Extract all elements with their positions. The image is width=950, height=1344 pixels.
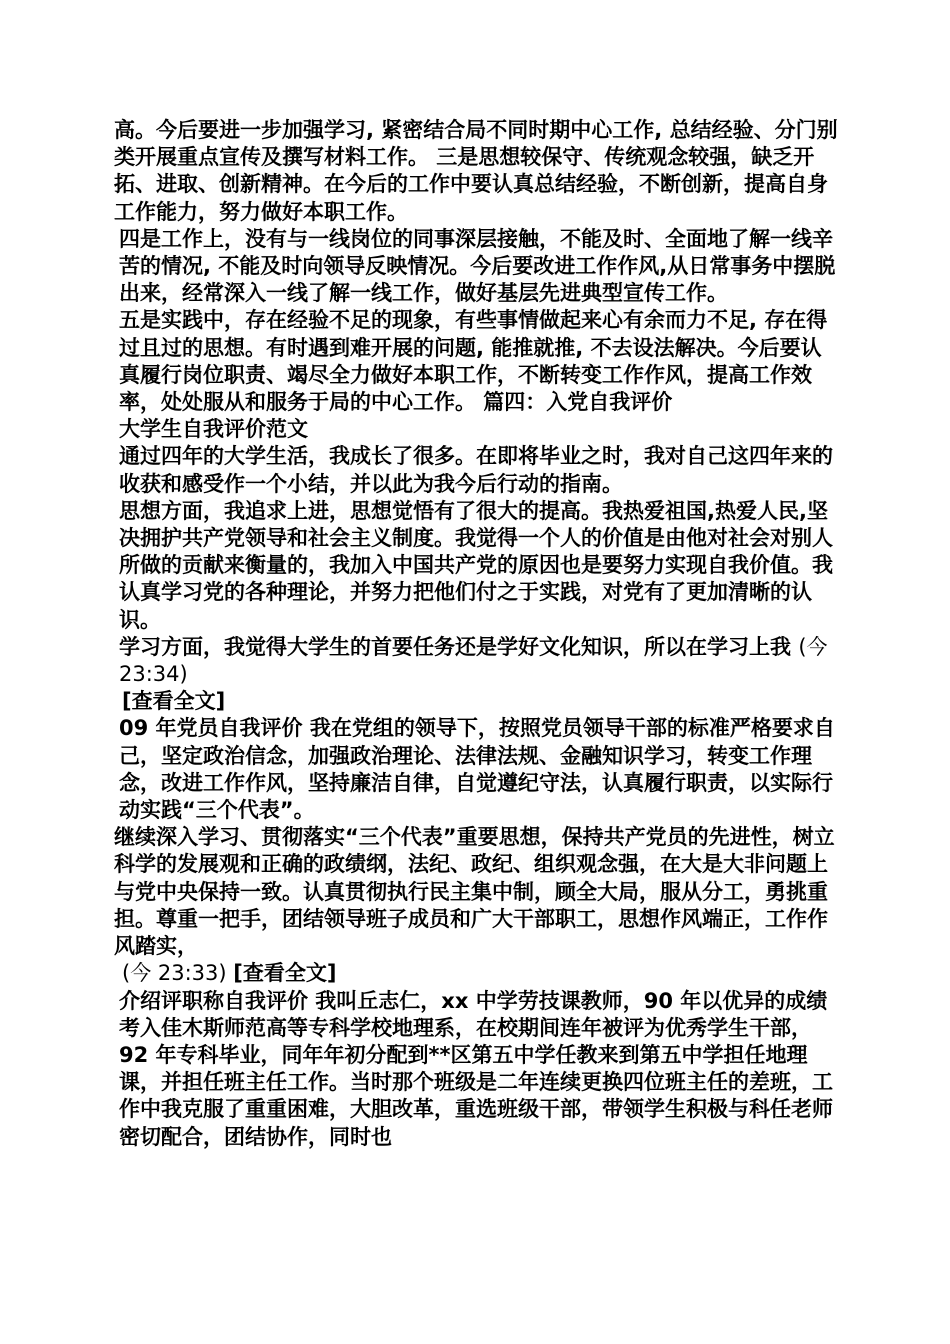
paragraph-party-evaluation: 09 年党员自我评价 我在党组的领导下，按照党员领导干部的标准严格要求自己，坚定政治信念，加强政治理论、法律法规、金融知识学习，转变工作理念，改进工作作风，坚持廉洁自律，自觉遵纪守法，认真履行职责，以实际行动实践“三个代表”。: [119, 716, 835, 823]
paragraph-intro: 通过四年的大学生活，我成长了很多。在即将毕业之时，我对自己这四年来的收获和感受作一个小结，并以此为我今后行动的指南。: [119, 444, 833, 496]
paragraph-self-critique-3: 高。今后要进一步加强学习, 紧密结合局不同时期中心工作, 总结经验、分门别类开展重点宣传及撰写材料工作。 三是思想较保守、传统观念较强，缺乏开拓、进取、创新精神。在今后的工作中要认真总结经验，不断创新，提高自身工作能力，努力做好本职工作。: [114, 118, 838, 224]
paragraph-link: [114, 688, 838, 715]
paragraph-continue-study: 继续深入学习、贯彻落实“三个代表”重要思想，保持共产党员的先进性，树立科学的发展观和正确的政绩纲，法纪、政纪、组织观念强，在大是大非问题上与党中央保持一致。认真贯彻执行民主集中制，顾全大局，服从分工，勇挑重担。尊重一把手，团结领导班子成员和广大干部职工，思想作风端正，工作作风踏实，: [114, 825, 835, 959]
paragraph-title-evaluation: 介绍评职称自我评价 我叫丘志仁，xx 中学劳技课教师，90 年以优异的成绩考入佳木斯师范高等专科学校地理系，在校期间连年被评为优秀学生干部，92 年专科毕业，同年年初分配到**区第五中学任教来到第五中学担任地理课，并担任班主任工作。当时那个班级是二年连续更换四位班主任的差班，工作中我克服了重重困难，大胆改革，重选班级干部，带领学生积极与科任老师密切配合，团结协作，同时也: [119, 988, 833, 1149]
study-text: 学习方面，我觉得大学生的首要任务还是学好文化知识，所以在学习上我: [119, 634, 799, 659]
timestamp: (今 23:33): [122, 961, 234, 986]
document-body: [114, 117, 838, 1151]
paragraph-self-critique-5: 五是实践中，存在经验不足的现象，有些事情做起来心有余而力不足, 存在得过且过的思想。有时遇到难开展的问题, 能推就推, 不去设法解决。今后要认真履行岗位职责、竭尽全力做好本职工作，不断转变工作作风，提高工作效率，处处服从和服务于局的中心工作。 篇四：入党自我评价: [119, 308, 828, 415]
paragraph-timestamp-link: [114, 960, 838, 987]
section-heading: 大学生自我评价范文: [119, 417, 308, 442]
timestamp: (今 23:34): [119, 634, 828, 687]
view-full-text-link[interactable]: [查看全文]: [122, 689, 226, 714]
paragraph-thought: 思想方面，我追求上进，思想觉悟有了很大的提高。我热爱祖国,热爱人民,坚决拥护共产党领导和社会主义制度。我觉得一个人的价值是由他对社会对别人所做的贡献来衡量的，我加入中国共产党的原因也是要努力实现自我价值。我认真学习党的各种理论，并努力把他们付之于实践，对党有了更加清晰的认识。: [119, 498, 833, 632]
paragraph-study: [114, 634, 838, 688]
view-full-text-link[interactable]: [查看全文]: [233, 961, 337, 986]
paragraph-self-critique-4: 四是工作上，没有与一线岗位的同事深层接触，不能及时、全面地了解一线辛苦的情况, 不能及时向领导反映情况。今后要改进工作作风,从日常事务中摆脱出来，经常深入一线了解一线工作，做好基层先进典型宣传工作。: [119, 226, 836, 306]
